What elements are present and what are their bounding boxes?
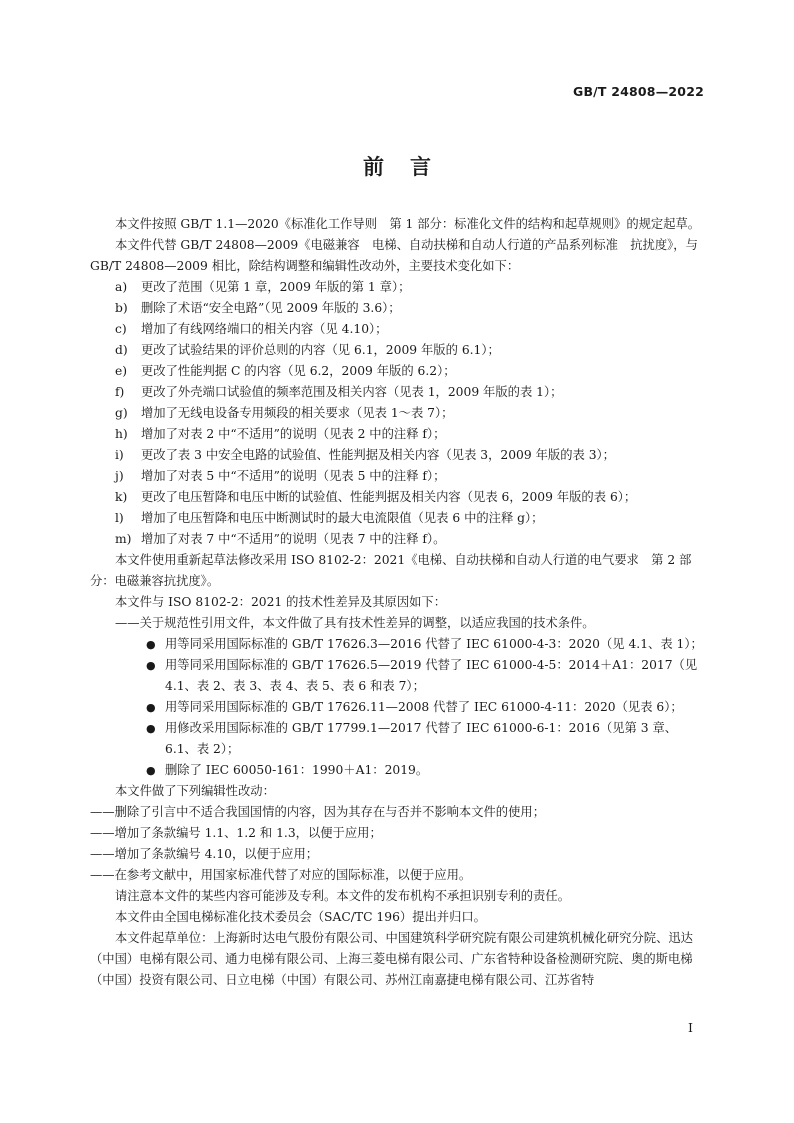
bullet-item [90,697,706,718]
bullet-list [90,634,706,781]
page-title: 前言 [363,155,457,179]
item-label: j) [115,469,124,483]
item-label: g) [115,406,128,420]
item-text: 更改了范围（见第 1 章，2009 年版的第 1 章）； [141,280,411,294]
bullet-dot-icon: ● [146,722,156,735]
dash-item: ——增加了条款编号 4.10，以便于应用； [90,847,319,861]
item-text: 增加了无线电设备专用频段的相关要求（见表 1～表 7）； [141,406,454,420]
editorial-list [90,802,706,886]
list-item [90,529,706,550]
item-text: 增加了有线网络端口的相关内容（见 4.10）； [141,322,388,336]
paragraph-drafting-rules: 本文件按照 GB/T 1.1—2020《标准化工作导则 第 1 部分：标准化文件的结构和起草规则》的规定起草。 [115,217,701,231]
bullet-item [90,634,706,655]
bullet-dot-icon: ● [146,638,156,651]
item-label: f) [115,385,125,399]
bullet-text: 用修改采用国际标准的 GB/T 17799.1—2017 代替了 IEC 61000-6-1：2016（见第 3 章、6.1、表 2）； [165,721,678,756]
list-item [90,298,706,319]
list-item [90,277,706,298]
item-text: 增加了对表 5 中“不适用”的说明（见表 5 中的注释 f）； [141,469,446,483]
item-label: b) [115,301,128,315]
list-item [90,508,706,529]
bullet-text: 用等同采用国际标准的 GB/T 17626.3—2016 代替了 IEC 61000-4-3：2020（见 4.1、表 1）； [165,637,703,651]
bullet-item [90,655,706,697]
page-number: Ⅰ [688,1020,693,1035]
technical-changes-list [90,277,706,550]
item-text: 更改了试验结果的评价总则的内容（见 6.1，2009 年版的 6.1）； [141,343,500,357]
dash-item: ——删除了引言中不适合我国国情的内容，因为其存在与否并不影响本文件的使用； [90,805,545,819]
bullet-text: 用等同采用国际标准的 GB/T 17626.11—2008 代替了 IEC 61000-4-11：2020（见表 6）； [165,700,683,714]
item-text: 更改了外壳端口试验值的频率范围及相关内容（见表 1，2009 年版的表 1）； [141,385,563,399]
item-label: h) [115,427,128,441]
list-item [90,487,706,508]
bullet-dot-icon: ● [146,764,156,777]
item-label: e) [115,364,128,378]
dash-item: ——增加了条款编号 1.1、1.2 和 1.3，以便于应用； [90,826,382,840]
item-text: 更改了电压暂降和电压中断的试验值、性能判据及相关内容（见表 6，2009 年版的表 6）； [141,490,637,504]
list-item [90,361,706,382]
paragraph-committee: 本文件由全国电梯标准化技术委员会（SAC/TC 196）提出并归口。 [115,910,486,924]
list-item [90,466,706,487]
list-item [90,403,706,424]
dash-item: ——在参考文献中，用国家标准代替了对应的国际标准，以便于应用。 [90,868,472,882]
item-label: d) [115,343,128,357]
list-item [90,319,706,340]
item-text: 更改了性能判据 C 的内容（见 6.2，2009 年版的 6.2）； [141,364,456,378]
item-label: i) [115,448,124,462]
paragraph-drafting-units: 本文件起草单位：上海新时达电气股份有限公司、中国建筑科学研究院有限公司建筑机械化研究分院、迅达（中国）电梯有限公司、通力电梯有限公司、上海三菱电梯有限公司、广东省特种设备检测研究院、奥的斯电梯（中国）投资有限公司、日立电梯（中国）有限公司、苏州江南嘉捷电梯有限公司、江苏省特 [90,931,693,987]
list-item [90,382,706,403]
bullet-item [90,718,706,760]
list-item [90,340,706,361]
item-label: k) [115,490,128,504]
bullet-text: 删除了 IEC 60050-161：1990＋A1：2019。 [165,763,429,777]
item-text: 增加了电压暂降和电压中断测试时的最大电流限值（见表 6 中的注释 g）； [141,511,544,525]
list-item [90,445,706,466]
item-label: l) [115,511,124,525]
bullet-text: 用等同采用国际标准的 GB/T 17626.5—2019 代替了 IEC 61000-4-5：2014＋A1：2017（见 4.1、表 2、表 3、表 4、表 5、表 6 和表 7）； [165,658,698,693]
item-label: a) [115,280,128,294]
item-text: 更改了表 3 中安全电路的试验值、性能判据及相关内容（见表 3，2009 年版的表 3）； [141,448,615,462]
item-text: 增加了对表 7 中“不适用”的说明（见表 7 中的注释 f）。 [141,532,446,546]
item-text: 删除了术语“安全电路”（见 2009 年版的 3.6）； [141,301,401,315]
list-item [90,424,706,445]
item-label: m) [115,532,132,546]
item-label: c) [115,322,127,336]
paragraph-technical-differences: 本文件与 ISO 8102-2：2021 的技术性差异及其原因如下： [115,595,447,609]
paragraph-patent-notice: 请注意本文件的某些内容可能涉及专利。本文件的发布机构不承担识别专利的责任。 [115,889,570,903]
item-text: 增加了对表 2 中“不适用”的说明（见表 2 中的注释 f）； [141,427,446,441]
foreword-body [90,214,706,991]
paragraph-editorial: 本文件做了下列编辑性改动： [115,784,275,798]
bullet-item [90,760,706,781]
bullet-dot-icon: ● [146,659,156,672]
paragraph-adoption: 本文件使用重新起草法修改采用 ISO 8102-2：2021《电梯、自动扶梯和自动人行道的电气要求 第 2 部分：电磁兼容抗扰度》。 [90,553,692,588]
standard-number: GB/T 24808—2022 [572,84,704,99]
bullet-dot-icon: ● [146,701,156,714]
paragraph-replacement: 本文件代替 GB/T 24808—2009《电磁兼容 电梯、自动扶梯和自动人行道的产品系列标准 抗扰度》，与 GB/T 24808—2009 相比，除结构调整和编辑性改动外，主要技术变化如下： [90,238,698,273]
dash-item: ——关于规范性引用文件，本文件做了具有技术性差异的调整，以适应我国的技术条件。 [115,616,595,630]
